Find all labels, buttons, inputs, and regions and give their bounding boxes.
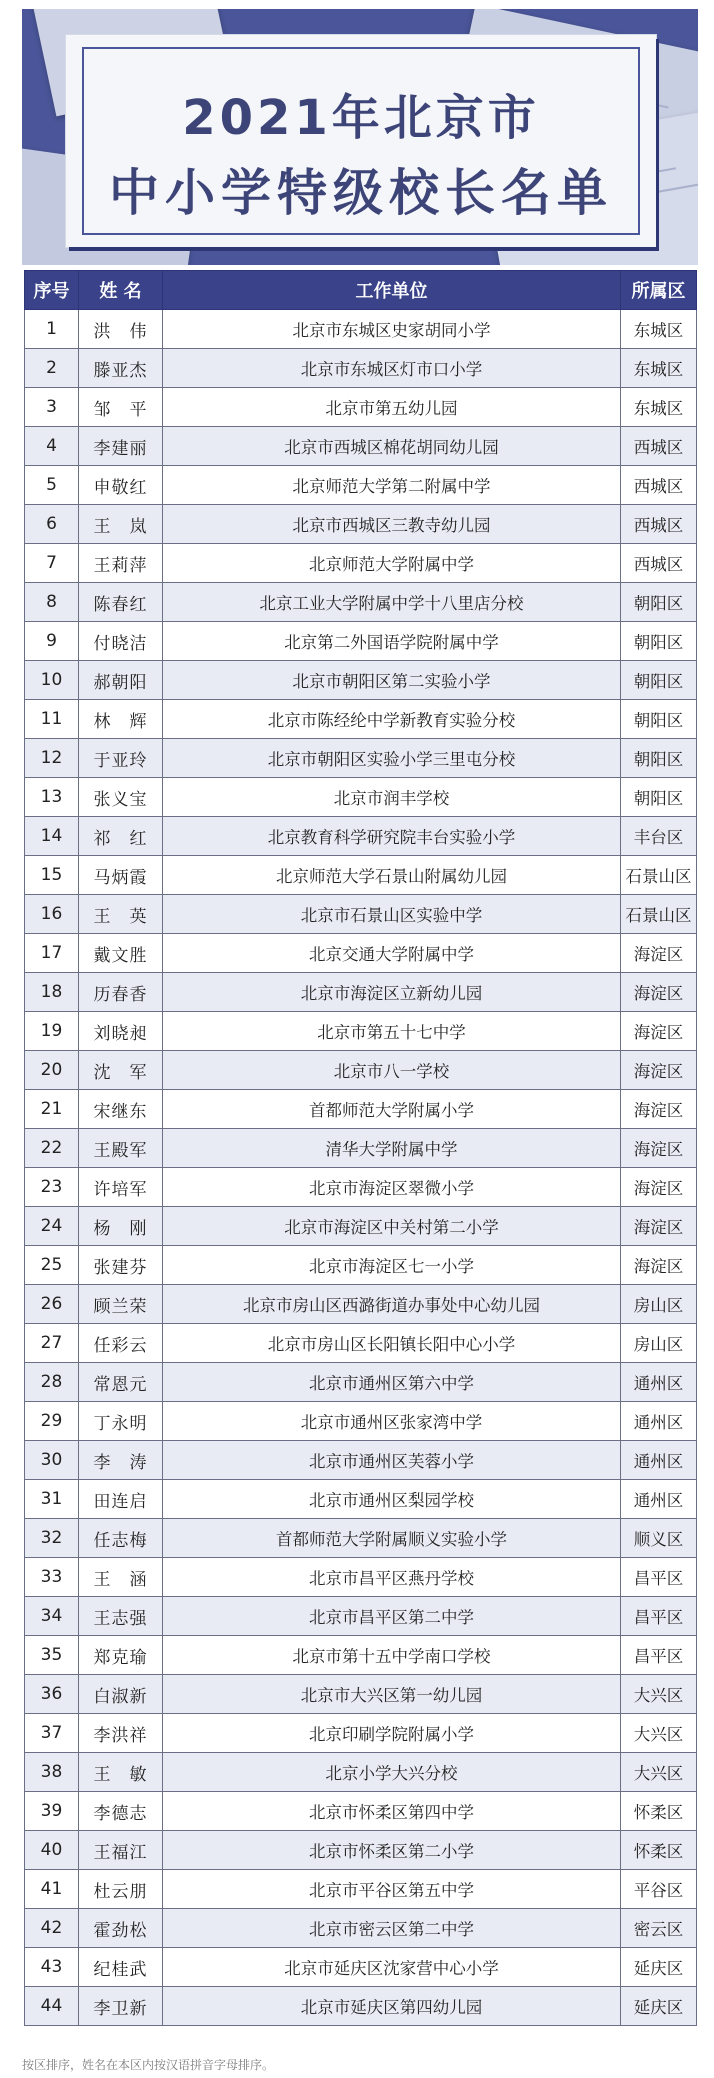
- row-number: 13: [25, 778, 79, 817]
- row-number: 5: [25, 466, 79, 505]
- row-district: 密云区: [621, 1909, 697, 1948]
- table-row: [25, 583, 697, 622]
- row-unit: 首都师范大学附属小学: [163, 1090, 621, 1129]
- row-unit: 首都师范大学附属顺义实验小学: [163, 1519, 621, 1558]
- row-district: 西城区: [621, 427, 697, 466]
- row-name: 王殿军: [79, 1129, 163, 1168]
- row-unit: 北京市海淀区翠微小学: [163, 1168, 621, 1207]
- table-row: [25, 1909, 697, 1948]
- table-row: [25, 739, 697, 778]
- row-number: 21: [25, 1090, 79, 1129]
- row-name: 杜云朋: [79, 1870, 163, 1909]
- table-row: [25, 1363, 697, 1402]
- row-number: 36: [25, 1675, 79, 1714]
- table-row: [25, 895, 697, 934]
- table-row: [25, 1870, 697, 1909]
- row-district: 延庆区: [621, 1948, 697, 1987]
- table-row: [25, 1753, 697, 1792]
- row-unit: 北京市润丰学校: [163, 778, 621, 817]
- row-name: 杨 刚: [79, 1207, 163, 1246]
- row-district: 延庆区: [621, 1987, 697, 2026]
- row-number: 14: [25, 817, 79, 856]
- row-name: 沈 军: [79, 1051, 163, 1090]
- row-district: 通州区: [621, 1363, 697, 1402]
- row-name: 郑克瑜: [79, 1636, 163, 1675]
- row-unit: 北京小学大兴分校: [163, 1753, 621, 1792]
- row-name: 洪 伟: [79, 310, 163, 349]
- row-district: 朝阳区: [621, 700, 697, 739]
- row-district: 大兴区: [621, 1675, 697, 1714]
- row-name: 王福江: [79, 1831, 163, 1870]
- row-unit: 北京市西城区棉花胡同幼儿园: [163, 427, 621, 466]
- row-unit: 北京市怀柔区第四中学: [163, 1792, 621, 1831]
- row-name: 李洪祥: [79, 1714, 163, 1753]
- row-name: 郝朝阳: [79, 661, 163, 700]
- row-name: 王志强: [79, 1597, 163, 1636]
- table-row: [25, 1948, 697, 1987]
- table-row: [25, 856, 697, 895]
- row-district: 东城区: [621, 388, 697, 427]
- row-name: 李 涛: [79, 1441, 163, 1480]
- row-name: 王莉萍: [79, 544, 163, 583]
- row-unit: 北京市陈经纶中学新教育实验分校: [163, 700, 621, 739]
- row-unit: 北京市昌平区燕丹学校: [163, 1558, 621, 1597]
- row-district: 朝阳区: [621, 739, 697, 778]
- row-number: 3: [25, 388, 79, 427]
- row-unit: 北京师范大学附属中学: [163, 544, 621, 583]
- table-row: [25, 310, 697, 349]
- table-row: [25, 622, 697, 661]
- row-number: 44: [25, 1987, 79, 2026]
- row-district: 东城区: [621, 349, 697, 388]
- row-number: 31: [25, 1480, 79, 1519]
- table-row: [25, 700, 697, 739]
- title-line-1: 2021年北京市: [182, 90, 540, 146]
- row-number: 29: [25, 1402, 79, 1441]
- row-name: 马炳霞: [79, 856, 163, 895]
- row-unit: 北京市房山区长阳镇长阳中心小学: [163, 1324, 621, 1363]
- row-district: 丰台区: [621, 817, 697, 856]
- row-district: 海淀区: [621, 934, 697, 973]
- row-number: 38: [25, 1753, 79, 1792]
- row-name: 历春香: [79, 973, 163, 1012]
- row-number: 15: [25, 856, 79, 895]
- table-row: [25, 661, 697, 700]
- row-district: 怀柔区: [621, 1831, 697, 1870]
- row-unit: 北京市通州区芙蓉小学: [163, 1441, 621, 1480]
- row-district: 昌平区: [621, 1636, 697, 1675]
- footnote: 按区排序，姓名在本区内按汉语拼音字母排序。: [22, 2058, 275, 2072]
- table-body: [25, 310, 697, 2026]
- row-district: 海淀区: [621, 1051, 697, 1090]
- row-unit: 北京市第十五中学南口学校: [163, 1636, 621, 1675]
- row-name: 任志梅: [79, 1519, 163, 1558]
- row-unit: 北京印刷学院附属小学: [163, 1714, 621, 1753]
- row-number: 18: [25, 973, 79, 1012]
- table-row: [25, 817, 697, 856]
- row-unit: 北京市石景山区实验中学: [163, 895, 621, 934]
- row-unit: 北京市海淀区中关村第二小学: [163, 1207, 621, 1246]
- row-unit: 北京市通州区张家湾中学: [163, 1402, 621, 1441]
- row-name: 李建丽: [79, 427, 163, 466]
- table-row: [25, 1324, 697, 1363]
- row-number: 10: [25, 661, 79, 700]
- row-district: 海淀区: [621, 1207, 697, 1246]
- row-unit: 北京市怀柔区第二小学: [163, 1831, 621, 1870]
- row-district: 通州区: [621, 1480, 697, 1519]
- row-district: 海淀区: [621, 1012, 697, 1051]
- header-no: 序号: [25, 271, 79, 310]
- row-district: 西城区: [621, 466, 697, 505]
- row-number: 19: [25, 1012, 79, 1051]
- row-district: 通州区: [621, 1402, 697, 1441]
- row-number: 4: [25, 427, 79, 466]
- row-unit: 北京市海淀区立新幼儿园: [163, 973, 621, 1012]
- row-number: 8: [25, 583, 79, 622]
- row-district: 平谷区: [621, 1870, 697, 1909]
- row-number: 12: [25, 739, 79, 778]
- table-row: [25, 778, 697, 817]
- row-unit: 北京市西城区三教寺幼儿园: [163, 505, 621, 544]
- row-district: 海淀区: [621, 1246, 697, 1285]
- row-number: 17: [25, 934, 79, 973]
- row-unit: 北京教育科学研究院丰台实验小学: [163, 817, 621, 856]
- table-row: [25, 1207, 697, 1246]
- row-unit: 北京市东城区史家胡同小学: [163, 310, 621, 349]
- row-district: 朝阳区: [621, 622, 697, 661]
- table-row: [25, 349, 697, 388]
- table-row: [25, 466, 697, 505]
- row-district: 房山区: [621, 1324, 697, 1363]
- row-unit: 北京市八一学校: [163, 1051, 621, 1090]
- table-row: [25, 1480, 697, 1519]
- row-unit: 北京市第五十七中学: [163, 1012, 621, 1051]
- row-number: 23: [25, 1168, 79, 1207]
- row-number: 16: [25, 895, 79, 934]
- row-number: 32: [25, 1519, 79, 1558]
- table-row: [25, 1519, 697, 1558]
- row-district: 海淀区: [621, 1129, 697, 1168]
- table-row: [25, 934, 697, 973]
- row-district: 朝阳区: [621, 583, 697, 622]
- row-district: 西城区: [621, 505, 697, 544]
- table-row: [25, 1051, 697, 1090]
- row-number: 28: [25, 1363, 79, 1402]
- row-number: 43: [25, 1948, 79, 1987]
- row-unit: 北京市朝阳区实验小学三里屯分校: [163, 739, 621, 778]
- row-district: 石景山区: [621, 856, 697, 895]
- row-number: 24: [25, 1207, 79, 1246]
- row-district: 大兴区: [621, 1753, 697, 1792]
- row-name: 宋继东: [79, 1090, 163, 1129]
- table-row: [25, 1129, 697, 1168]
- row-district: 大兴区: [621, 1714, 697, 1753]
- row-number: 6: [25, 505, 79, 544]
- row-name: 田连启: [79, 1480, 163, 1519]
- row-unit: 北京市平谷区第五中学: [163, 1870, 621, 1909]
- row-unit: 北京工业大学附属中学十八里店分校: [163, 583, 621, 622]
- row-name: 于亚玲: [79, 739, 163, 778]
- row-unit: 北京市延庆区沈家营中心小学: [163, 1948, 621, 1987]
- row-number: 2: [25, 349, 79, 388]
- row-unit: 北京市第五幼儿园: [163, 388, 621, 427]
- row-name: 刘晓昶: [79, 1012, 163, 1051]
- row-name: 白淑新: [79, 1675, 163, 1714]
- row-unit: 北京市昌平区第二中学: [163, 1597, 621, 1636]
- row-district: 海淀区: [621, 1168, 697, 1207]
- row-unit: 北京师范大学第二附属中学: [163, 466, 621, 505]
- table-row: [25, 1675, 697, 1714]
- table-row: [25, 973, 697, 1012]
- header-district: 所属区: [621, 271, 697, 310]
- row-unit: 北京市密云区第二中学: [163, 1909, 621, 1948]
- table-row: [25, 1792, 697, 1831]
- row-name: 张义宝: [79, 778, 163, 817]
- row-name: 顾兰荣: [79, 1285, 163, 1324]
- table-row: [25, 1402, 697, 1441]
- table-row: [25, 1168, 697, 1207]
- principal-list-table: [24, 270, 697, 2026]
- table-row: [25, 544, 697, 583]
- row-number: 37: [25, 1714, 79, 1753]
- row-district: 昌平区: [621, 1558, 697, 1597]
- row-number: 41: [25, 1870, 79, 1909]
- row-district: 朝阳区: [621, 661, 697, 700]
- row-number: 30: [25, 1441, 79, 1480]
- row-unit: 北京市东城区灯市口小学: [163, 349, 621, 388]
- table-row: [25, 1831, 697, 1870]
- row-number: 39: [25, 1792, 79, 1831]
- table-row: [25, 1441, 697, 1480]
- row-name: 任彩云: [79, 1324, 163, 1363]
- row-name: 许培军: [79, 1168, 163, 1207]
- row-name: 林 辉: [79, 700, 163, 739]
- row-unit: 北京市房山区西潞街道办事处中心幼儿园: [163, 1285, 621, 1324]
- row-name: 陈春红: [79, 583, 163, 622]
- row-number: 22: [25, 1129, 79, 1168]
- row-name: 王 岚: [79, 505, 163, 544]
- title-card: [66, 35, 656, 247]
- table-row: [25, 1558, 697, 1597]
- table-row: [25, 1987, 697, 2026]
- row-unit: 北京市通州区梨园学校: [163, 1480, 621, 1519]
- table-row: [25, 1285, 697, 1324]
- header-unit: 工作单位: [163, 271, 621, 310]
- row-name: 王 敏: [79, 1753, 163, 1792]
- table-row: [25, 1714, 697, 1753]
- table-row: [25, 427, 697, 466]
- table-row: [25, 505, 697, 544]
- table-row: [25, 1090, 697, 1129]
- row-district: 海淀区: [621, 973, 697, 1012]
- row-number: 34: [25, 1597, 79, 1636]
- row-name: 邹 平: [79, 388, 163, 427]
- row-unit: 清华大学附属中学: [163, 1129, 621, 1168]
- table-row: [25, 1012, 697, 1051]
- row-name: 王 涵: [79, 1558, 163, 1597]
- row-name: 李德志: [79, 1792, 163, 1831]
- row-district: 昌平区: [621, 1597, 697, 1636]
- row-number: 26: [25, 1285, 79, 1324]
- row-number: 11: [25, 700, 79, 739]
- row-unit: 北京市通州区第六中学: [163, 1363, 621, 1402]
- row-unit: 北京市延庆区第四幼儿园: [163, 1987, 621, 2026]
- row-district: 房山区: [621, 1285, 697, 1324]
- row-name: 常恩元: [79, 1363, 163, 1402]
- row-number: 42: [25, 1909, 79, 1948]
- table-header-row: [25, 271, 697, 310]
- row-number: 9: [25, 622, 79, 661]
- row-name: 王 英: [79, 895, 163, 934]
- row-number: 20: [25, 1051, 79, 1090]
- row-name: 戴文胜: [79, 934, 163, 973]
- header-name: 姓 名: [79, 271, 163, 310]
- row-district: 海淀区: [621, 1090, 697, 1129]
- table-row: [25, 388, 697, 427]
- row-district: 石景山区: [621, 895, 697, 934]
- row-name: 李卫新: [79, 1987, 163, 2026]
- row-name: 纪桂武: [79, 1948, 163, 1987]
- row-number: 33: [25, 1558, 79, 1597]
- row-number: 7: [25, 544, 79, 583]
- title-line-2: 中小学特级校长名单: [109, 164, 613, 222]
- row-number: 27: [25, 1324, 79, 1363]
- table-row: [25, 1636, 697, 1675]
- row-district: 东城区: [621, 310, 697, 349]
- row-name: 申敬红: [79, 466, 163, 505]
- row-district: 西城区: [621, 544, 697, 583]
- row-district: 怀柔区: [621, 1792, 697, 1831]
- row-unit: 北京市朝阳区第二实验小学: [163, 661, 621, 700]
- row-district: 通州区: [621, 1441, 697, 1480]
- row-unit: 北京市海淀区七一小学: [163, 1246, 621, 1285]
- row-name: 祁 红: [79, 817, 163, 856]
- row-number: 25: [25, 1246, 79, 1285]
- row-number: 35: [25, 1636, 79, 1675]
- row-unit: 北京第二外国语学院附属中学: [163, 622, 621, 661]
- table-row: [25, 1246, 697, 1285]
- row-name: 张建芬: [79, 1246, 163, 1285]
- table-row: [25, 1597, 697, 1636]
- row-unit: 北京师范大学石景山附属幼儿园: [163, 856, 621, 895]
- row-district: 顺义区: [621, 1519, 697, 1558]
- row-name: 滕亚杰: [79, 349, 163, 388]
- row-name: 霍劲松: [79, 1909, 163, 1948]
- row-name: 丁永明: [79, 1402, 163, 1441]
- row-number: 1: [25, 310, 79, 349]
- row-unit: 北京市大兴区第一幼儿园: [163, 1675, 621, 1714]
- row-district: 朝阳区: [621, 778, 697, 817]
- title-banner: [22, 9, 698, 265]
- row-number: 40: [25, 1831, 79, 1870]
- row-name: 付晓洁: [79, 622, 163, 661]
- row-unit: 北京交通大学附属中学: [163, 934, 621, 973]
